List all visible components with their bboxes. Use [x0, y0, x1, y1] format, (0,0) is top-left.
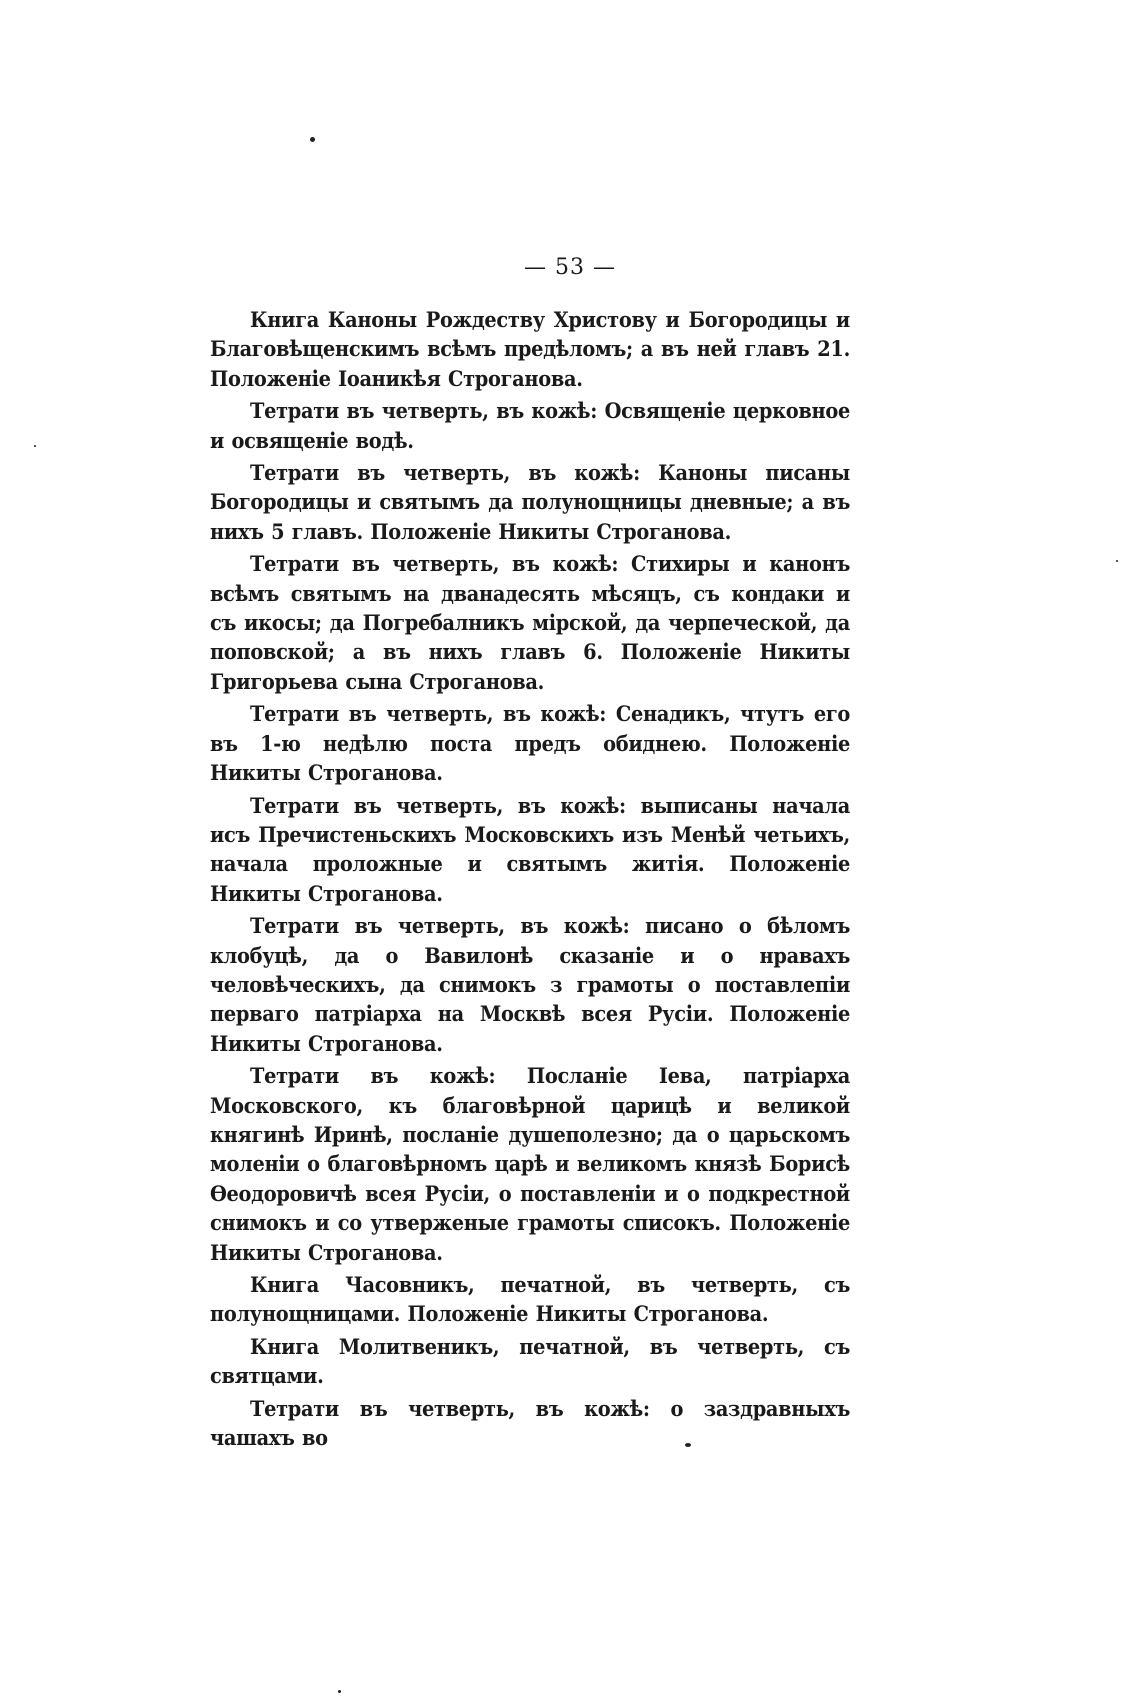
- print-speck: [310, 137, 315, 142]
- catalog-entry: Тетрати въ четверть, въ кожѣ: Каноны писаны Богородицы и святымъ да полунощницы дневные; а въ нихъ 5 главъ. Положеніе Никиты Строганова.: [210, 461, 850, 545]
- catalog-entry: Тетрати въ четверть, въ кожѣ: писано о бѣломъ клобуцѣ, да о Вавилонѣ сказаніе и о нравахъ человѣческихъ, да снимокъ з грамоты о поставлепіи перваго патріарха на Москвѣ всея Русіи. Положеніе Никиты Строганова.: [210, 914, 850, 1057]
- body-text: [210, 306, 850, 1456]
- print-speck: [1116, 560, 1118, 562]
- catalog-entry: Книга Каноны Рождеству Христову и Богородицы и Благовѣщенскимъ всѣмъ предѣломъ; а въ ней главъ 21. Положеніе Іоаникѣя Строганова.: [210, 308, 850, 392]
- print-speck: [34, 445, 36, 447]
- print-speck: [338, 1690, 341, 1693]
- catalog-entry: Книга Часовникъ, печатной, въ четверть, съ полунощницами. Положеніе Никиты Строганова.: [210, 1273, 850, 1328]
- page-number: — 53 —: [524, 255, 616, 280]
- catalog-entry: Тетрати въ четверть, въ кожѣ: Стихиры и канонъ всѣмъ святымъ на дванадесять мѣсяцъ, съ кондаки и съ икосы; да Погребалникъ мірской, да черпеческой, да поповской; а въ нихъ главъ 6. Положеніе Никиты Григорьева сына Строганова.: [210, 552, 850, 695]
- catalog-entry: Тетрати въ четверть, въ кожѣ: Сенадикъ, чтутъ его въ 1-ю недѣлю поста предъ обиднею. Положеніе Никиты Строганова.: [210, 702, 850, 787]
- catalog-entry: Тетрати въ четверть, въ кожѣ: о заздравныхъ чашахъ во: [210, 1396, 850, 1452]
- catalog-entry: Тетрати въ четверть, въ кожѣ: Освященіе церковное и освященіе водѣ.: [210, 399, 850, 454]
- catalog-entry: Тетрати въ четверть, въ кожѣ: выписаны начала исъ Пречистеньскихъ Московскихъ изъ Менѣй четьихъ, начала проложные и святымъ житія. Положеніе Никиты Строганова.: [210, 793, 850, 907]
- catalog-entry: Книга Молитвеникъ, печатной, въ четверть, съ святцами.: [210, 1334, 850, 1390]
- catalog-entry: Тетрати въ кожѣ: Посланіе Іева, патріарха Московского, къ благовѣрной царицѣ и великой княгинѣ Иринѣ, посланіе душеполезно; да о царьскомъ моленіи о благовѣрномъ царѣ и великомъ князѣ Борисѣ Ѳеодоровичѣ всея Русіи, о поставленіи и о подкрестной снимокъ и со утверженые грамоты списокъ. Положеніе Никиты Строганова.: [210, 1064, 850, 1266]
